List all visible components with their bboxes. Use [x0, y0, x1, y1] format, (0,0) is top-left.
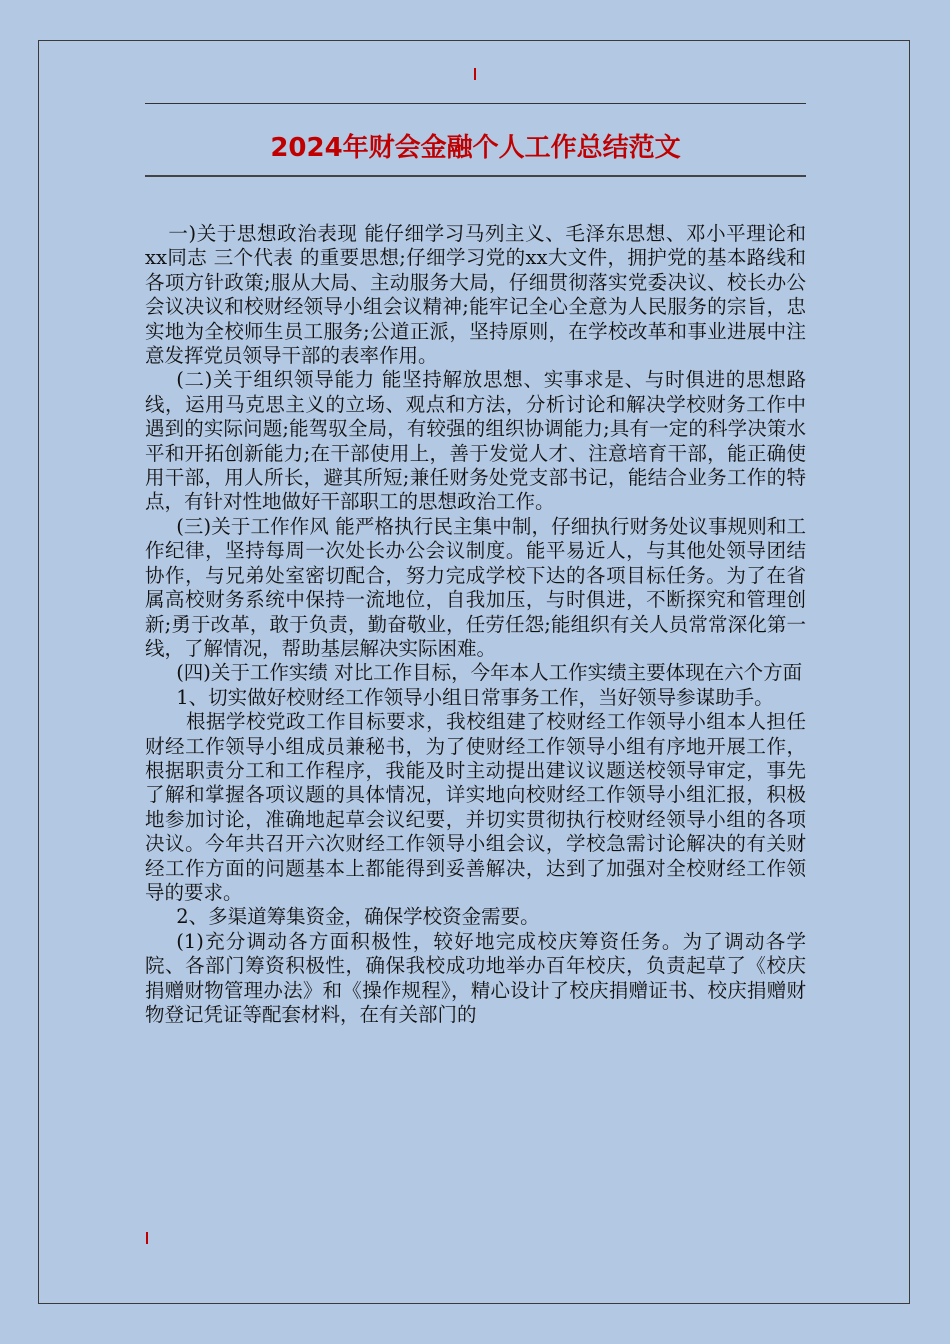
paragraph: (二)关于组织领导能力 能坚持解放思想、实事求是、与时俱进的思想路线，运用马克思主义的立场、观点和方法，分析讨论和解决学校财务工作中遇到的实际问题;能驾驭全局，有较强的组织协调能力;具有一定的科学决策水平和开拓创新能力;在干部使用上，善于发觉人才、注意培育干部，能正确使用干部，用人所长，避其所短;兼任财务处党支部书记，能结合业务工作的特点，有针对性地做好干部职工的思想政治工作。: [145, 368, 806, 514]
header-rule: [145, 103, 806, 104]
paragraph: (三)关于工作作风 能严格执行民主集中制，仔细执行财务处议事规则和工作纪律，坚持每周一次处长办公会议制度。能平易近人，与其他处领导团结协作，与兄弟处室密切配合，努力完成学校下达的各项目标任务。为了在省属高校财务系统中保持一流地位，自我加压，与时俱进，不断探究和管理创新;勇于改革，敢于负责，勤奋敬业，任劳任怨;能组织有关人员常常深化第一线，了解情况，帮助基层解决实际困难。: [145, 514, 806, 660]
paragraph: (四)关于工作实绩 对比工作目标，今年本人工作实绩主要体现在六个方面: [176, 661, 803, 685]
footer-mark: [146, 1232, 148, 1244]
paragraph: 一)关于思想政治表现 能仔细学习马列主义、毛泽东思想、邓小平理论和xx同志 三个代表 的重要思想;仔细学习党的xx大文件，拥护党的基本路线和各项方针政策;服从大局、主动服务大局，仔细贯彻落实党委决议、校长办公会议决议和校财经领导小组会议精神;能牢记全心全意为人民服务的宗旨，忠实地为全校师生员工服务;公道正派，坚持原则，在学校改革和事业进展中注意发挥党员领导干部的表率作用。: [145, 222, 806, 368]
paragraph: 2、多渠道筹集资金，确保学校资金需要。: [176, 905, 540, 929]
header-mark: [474, 68, 476, 80]
document-body: [145, 222, 806, 1222]
paragraph: 1、切实做好校财经工作领导小组日常事务工作，当好领导参谋助手。: [176, 685, 774, 709]
title-underline: [145, 175, 806, 177]
paragraph: 根据学校党政工作目标要求，我校组建了校财经工作领导小组本人担任财经工作领导小组成员兼秘书，为了使财经工作领导小组有序地开展工作，根据职责分工和工作程序，我能及时主动提出建议议题送校领导审定，事先了解和掌握各项议题的具体情况，详实地向校财经工作领导小组汇报，积极地参加讨论，准确地起草会议纪要，并切实贯彻执行校财经领导小组的各项决议。今年共召开六次财经工作领导小组会议，学校急需讨论解决的有关财经工作方面的问题基本上都能得到妥善解决，达到了加强对全校财经工作领导的要求。: [145, 710, 806, 904]
document-title: 2024年财会金融个人工作总结范文: [270, 133, 681, 163]
paragraph: (1)充分调动各方面积极性，较好地完成校庆筹资任务。为了调动各学院、各部门筹资积极性，确保我校成功地举办百年校庆，负责起草了《校庆捐赠财物管理办法》和《操作规程》，精心设计了校庆捐赠证书、校庆捐赠财物登记凭证等配套材料，在有关部门的: [145, 929, 806, 1026]
